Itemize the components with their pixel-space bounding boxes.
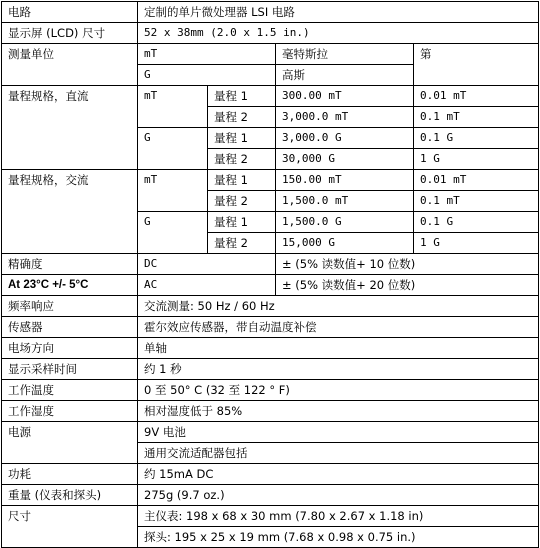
row-label: 电路 (2, 2, 138, 23)
range-resolution: 0.1 G (414, 128, 539, 149)
table-row (2, 275, 539, 296)
row-value: 单轴 (138, 338, 539, 359)
range-value: 300.00 mT (276, 86, 414, 107)
accuracy-value: ± (5% 读数值+ 20 位数) (276, 275, 539, 296)
table-row (2, 338, 539, 359)
unit-name: 高斯 (276, 65, 414, 86)
row-value: 相对湿度低于 85% (138, 401, 539, 422)
range-value: 30,000 G (276, 149, 414, 170)
range-label: 量程 2 (208, 191, 276, 212)
table-row (2, 380, 539, 401)
row-value: 交流测量: 50 Hz / 60 Hz (138, 296, 539, 317)
range-value: 1,500.0 G (276, 212, 414, 233)
range-label: 量程 1 (208, 128, 276, 149)
row-label: 量程规格，交流 (2, 170, 138, 254)
row-value: 约 1 秒 (138, 359, 539, 380)
row-value: 52 x 38mm (2.0 x 1.5 in.) (138, 23, 539, 44)
row-value: 主仪表: 198 x 68 x 30 mm (7.80 x 2.67 x 1.18 in) (138, 506, 539, 527)
range-resolution: 0.1 mT (414, 191, 539, 212)
table-row (2, 485, 539, 506)
range-value: 3,000.0 mT (276, 107, 414, 128)
row-label: 工作温度 (2, 380, 138, 401)
row-value: 霍尔效应传感器，带自动温度补偿 (138, 317, 539, 338)
row-label: 电源 (2, 422, 138, 464)
unit-symbol: G (138, 128, 208, 170)
range-label: 量程 2 (208, 233, 276, 254)
table-row (2, 44, 539, 65)
unit-symbol: mT (138, 170, 208, 212)
row-label: 传感器 (2, 317, 138, 338)
range-resolution: 1 G (414, 233, 539, 254)
unit-symbol: mT (138, 44, 276, 65)
accuracy-value: ± (5% 读数值+ 10 位数) (276, 254, 539, 275)
spec-table (1, 1, 539, 548)
row-value: 9V 电池 (138, 422, 539, 443)
table-row (2, 317, 539, 338)
table-row (2, 401, 539, 422)
range-resolution: 1 G (414, 149, 539, 170)
range-label: 量程 1 (208, 86, 276, 107)
range-value: 3,000.0 G (276, 128, 414, 149)
range-label: 量程 2 (208, 149, 276, 170)
range-value: 1,500.0 mT (276, 191, 414, 212)
row-value: 定制的单片微处理器 LSI 电路 (138, 2, 539, 23)
row-label: 重量 (仪表和探头) (2, 485, 138, 506)
row-value: 0 至 50° C (32 至 122 ° F) (138, 380, 539, 401)
row-value: 275g (9.7 oz.) (138, 485, 539, 506)
table-row (2, 506, 539, 527)
table-row (2, 23, 539, 44)
row-value: 通用交流适配器包括 (138, 443, 539, 464)
accuracy-condition: At 23°C +/- 5°C (2, 275, 138, 296)
row-label: 量程规格，直流 (2, 86, 138, 170)
range-value: 150.00 mT (276, 170, 414, 191)
row-value: 探头: 195 x 25 x 19 mm (7.68 x 0.98 x 0.75 in.) (138, 527, 539, 548)
range-resolution: 0.1 mT (414, 107, 539, 128)
table-row (2, 464, 539, 485)
range-label: 量程 1 (208, 170, 276, 191)
unit-extra: 第 (414, 44, 539, 86)
range-label: 量程 1 (208, 212, 276, 233)
row-value: 约 15mA DC (138, 464, 539, 485)
range-label: 量程 2 (208, 107, 276, 128)
table-row (2, 2, 539, 23)
row-label: 功耗 (2, 464, 138, 485)
unit-symbol: G (138, 212, 208, 254)
row-label: 电场方向 (2, 338, 138, 359)
row-label: 显示采样时间 (2, 359, 138, 380)
row-label: 显示屏 (LCD) 尺寸 (2, 23, 138, 44)
accuracy-mode: AC (138, 275, 276, 296)
accuracy-mode: DC (138, 254, 276, 275)
table-row (2, 359, 539, 380)
unit-symbol: G (138, 65, 276, 86)
row-label: 尺寸 (2, 506, 138, 548)
row-label: 频率响应 (2, 296, 138, 317)
range-value: 15,000 G (276, 233, 414, 254)
unit-name: 毫特斯拉 (276, 44, 414, 65)
table-row (2, 422, 539, 443)
table-row (2, 170, 539, 191)
table-row (2, 254, 539, 275)
range-resolution: 0.01 mT (414, 86, 539, 107)
range-resolution: 0.1 G (414, 212, 539, 233)
table-row (2, 296, 539, 317)
row-label: 测量单位 (2, 44, 138, 86)
unit-symbol: mT (138, 86, 208, 128)
row-label: 工作湿度 (2, 401, 138, 422)
row-label: 精确度 (2, 254, 138, 275)
range-resolution: 0.01 mT (414, 170, 539, 191)
table-row (2, 86, 539, 107)
